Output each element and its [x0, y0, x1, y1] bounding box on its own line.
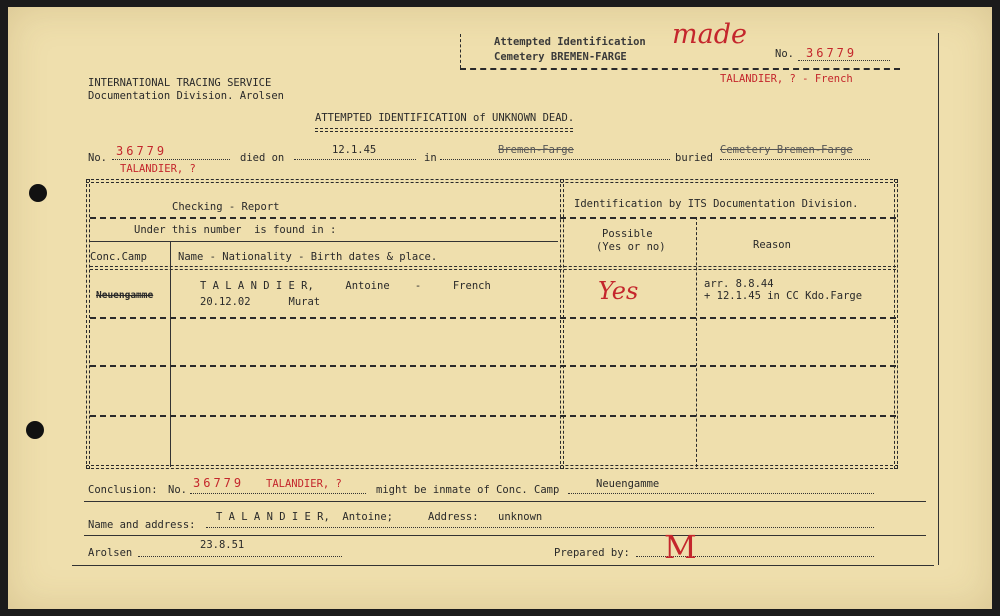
died-on-value: 12.1.45	[332, 144, 377, 156]
possible-divider	[696, 217, 697, 467]
table-bottom-border	[86, 465, 898, 469]
right-margin-rule	[938, 33, 939, 565]
row-divider-1	[90, 317, 896, 319]
in-label: in	[424, 152, 437, 164]
punch-hole-bottom	[26, 421, 44, 439]
record-no-dots	[112, 159, 230, 160]
camp-column-divider	[170, 241, 171, 467]
row-reason-line1: arr. 8.8.44	[704, 278, 774, 290]
possible-header-line1: Possible	[602, 228, 653, 240]
name-address-label: Name and address:	[88, 519, 196, 531]
died-on-dots	[294, 159, 416, 160]
conclusion-no-value: 36779	[193, 476, 245, 490]
table-left-border	[86, 179, 90, 469]
org-line1: INTERNATIONAL TRACING SERVICE	[88, 77, 272, 89]
row-name-line1: T A L A N D I E R, Antoine - French	[200, 280, 491, 292]
conclusion-label: Conclusion:	[88, 484, 158, 496]
row-name-line2: 20.12.02 Murat	[200, 296, 321, 308]
header-name-note: TALANDIER, ? - French	[720, 73, 853, 85]
address-label: Address:	[428, 511, 479, 523]
died-on-label: died on	[240, 152, 285, 164]
place-value: Bremen-Farge	[498, 144, 574, 156]
org-line2: Documentation Division. Arolsen	[88, 90, 284, 102]
header-box-left-edge	[460, 34, 461, 68]
under-number-underline	[90, 241, 558, 242]
footer-date-dots	[138, 556, 342, 557]
title-underline	[315, 128, 573, 132]
conclusion-camp-dots	[568, 493, 874, 494]
conclusion-rule	[84, 501, 926, 502]
conclusion-text: might be inmate of Conc. Camp	[376, 484, 560, 496]
table-center-divider	[560, 179, 564, 469]
camp-column-header: Conc.Camp	[90, 251, 147, 263]
column-header-divider	[90, 266, 896, 270]
conclusion-no-label: No.	[168, 484, 187, 496]
conclusion-name-value: TALANDIER, ?	[266, 478, 342, 490]
footer-date: 23.8.51	[200, 539, 245, 551]
row-reason-line2: + 12.1.45 in CC Kdo.Farge	[704, 290, 863, 302]
row-possible: Yes	[598, 277, 639, 305]
header-no-label: No.	[775, 48, 794, 60]
table-top-border	[86, 179, 898, 183]
buried-value: Cemetery Bremen-Farge	[720, 144, 853, 156]
checking-report-header: Checking - Report	[172, 201, 280, 213]
header-no-dots	[798, 60, 890, 61]
under-number-label: Under this number is found in :	[134, 224, 337, 236]
name-address-value: T A L A N D I E R, Antoine;	[216, 511, 394, 523]
index-card	[8, 7, 992, 609]
possible-header-line2: (Yes or no)	[596, 241, 666, 253]
row-divider-3	[90, 415, 896, 417]
conclusion-no-dots	[190, 493, 366, 494]
record-no-label: No.	[88, 152, 107, 164]
header-title-line2: Cemetery BREMEN-FARGE	[494, 51, 627, 63]
table-right-border	[894, 179, 898, 469]
name-column-header: Name - Nationality - Birth dates & place.	[178, 251, 438, 263]
prepared-by-signature: M	[664, 528, 697, 566]
reason-header: Reason	[753, 239, 791, 251]
row-camp: Neuengamme	[96, 290, 154, 301]
prepared-by-label: Prepared by:	[554, 547, 630, 559]
conclusion-camp-value: Neuengamme	[596, 478, 660, 490]
record-name-note: TALANDIER, ?	[120, 163, 196, 175]
buried-dots	[720, 159, 870, 160]
row-divider-2	[90, 365, 896, 367]
made-note: made	[672, 19, 747, 50]
name-address-dots	[206, 527, 874, 528]
header-box-bottom-edge	[460, 68, 900, 70]
header-row-divider	[90, 217, 896, 219]
record-no-value: 36779	[116, 144, 168, 158]
name-address-rule	[84, 535, 926, 536]
place-dots	[440, 159, 670, 160]
header-no-value: 36779	[806, 46, 858, 60]
footer-place: Arolsen	[88, 547, 133, 559]
buried-label: buried	[675, 152, 713, 164]
header-title-line1: Attempted Identification	[494, 36, 646, 48]
identification-header: Identification by ITS Documentation Division.	[574, 198, 859, 210]
punch-hole-top	[29, 184, 47, 202]
document-title: ATTEMPTED IDENTIFICATION of UNKNOWN DEAD.	[315, 112, 575, 124]
address-value: unknown	[498, 511, 543, 523]
footer-rule	[72, 565, 934, 566]
